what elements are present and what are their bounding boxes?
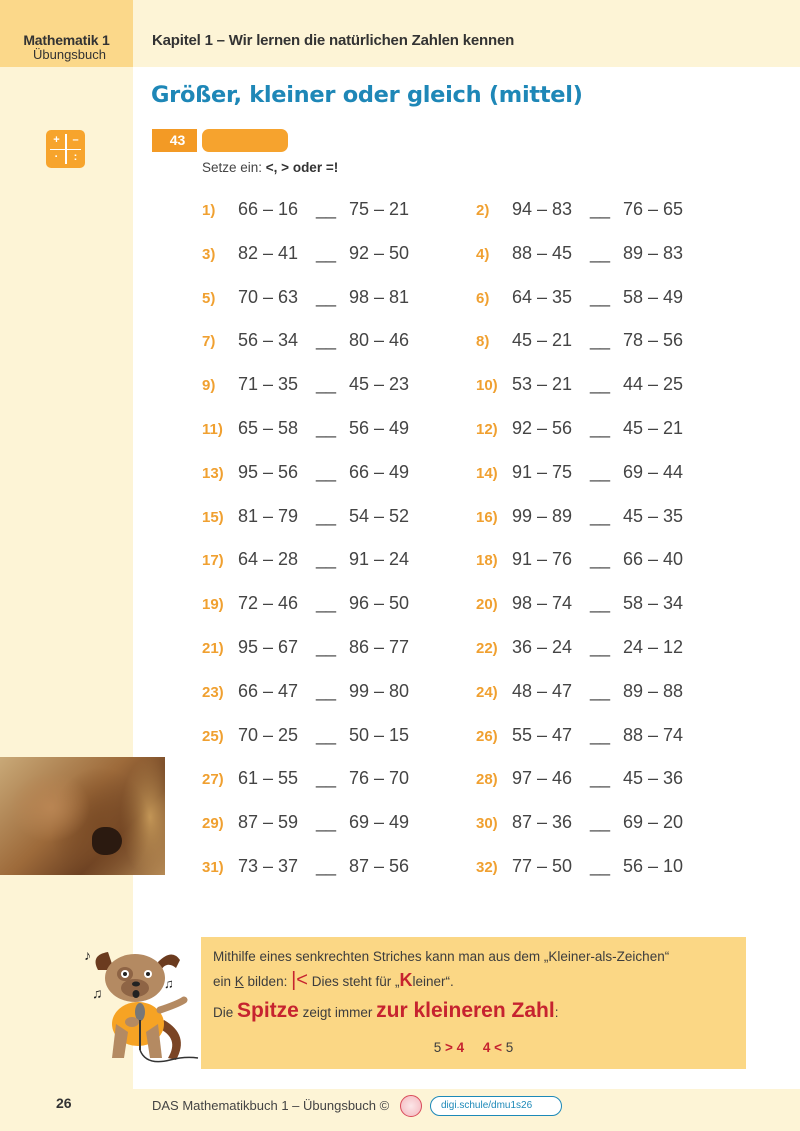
book-title: Mathematik 1 <box>23 32 110 48</box>
answer-blank[interactable]: __ <box>316 199 337 219</box>
exercise-number: 6) <box>476 289 490 307</box>
exercise-right-term: 75 – 21 <box>349 199 410 219</box>
exercise-number: 15) <box>202 508 224 526</box>
answer-blank[interactable]: __ <box>316 856 337 876</box>
exercise-right-term: 76 – 70 <box>349 768 410 789</box>
divide-icon: : <box>73 151 78 163</box>
exercise-number: 19) <box>202 596 224 614</box>
exercise-left-term: 64 – 28 <box>238 549 299 570</box>
answer-blank[interactable]: __ <box>316 330 337 351</box>
exercise-left-term: 91 – 76 <box>512 549 573 570</box>
exercise-right-term: 89 – 83 <box>623 242 684 263</box>
exercise-right-term: 88 – 74 <box>623 724 684 745</box>
exercise-number: 27) <box>202 771 224 789</box>
answer-blank[interactable]: __ <box>316 374 337 395</box>
exercise-number: 28) <box>476 771 498 789</box>
exercise-left-term: 88 – 45 <box>512 242 573 263</box>
note-line-3: Die Spitze zeigt immer zur kleineren Zahl: <box>213 999 559 1022</box>
exercise-right-term: 24 – 12 <box>623 637 684 657</box>
note-examples: 5 > 4 4 < 5 <box>433 1040 514 1055</box>
exercise-left-term: 55 – 47 <box>512 724 573 745</box>
publisher-logo-icon <box>400 1095 422 1117</box>
exercise-number: 7) <box>202 333 216 351</box>
answer-blank[interactable]: __ <box>590 374 611 395</box>
exercise-right-term: 58 – 34 <box>623 593 684 614</box>
exercise-left-term: 65 – 58 <box>238 418 299 438</box>
answer-blank[interactable]: __ <box>590 199 611 219</box>
svg-text:♫: ♫ <box>164 976 174 991</box>
exercise-left-term: 45 – 21 <box>512 330 573 351</box>
exercise-number: 31) <box>202 859 224 876</box>
answer-blank[interactable]: __ <box>316 505 337 526</box>
exercise-right-term: 87 – 56 <box>349 856 410 876</box>
exercise-left-term: 81 – 79 <box>238 505 299 526</box>
answer-blank[interactable]: __ <box>590 461 611 482</box>
answer-blank[interactable]: __ <box>316 549 337 570</box>
exercise-left-term: 98 – 74 <box>512 593 573 614</box>
answer-blank[interactable]: __ <box>316 242 337 263</box>
exercise-number: 16) <box>476 508 498 526</box>
answer-blank[interactable]: __ <box>590 680 611 701</box>
answer-blank[interactable]: __ <box>590 856 611 876</box>
exercise-number: 9) <box>202 377 216 395</box>
task-number: 43 <box>152 129 197 152</box>
book-subtitle: Übungsbuch <box>33 47 106 62</box>
exercise-number: 20) <box>476 596 498 614</box>
info-note-box <box>201 937 746 1069</box>
exercise-right-term: 99 – 80 <box>349 680 410 701</box>
exercise-number: 23) <box>202 683 224 701</box>
answer-blank[interactable]: __ <box>316 724 337 745</box>
exercise-number: 18) <box>476 552 498 570</box>
page-number: 26 <box>56 1095 72 1111</box>
exercise-right-term: 45 – 36 <box>623 768 684 789</box>
svg-text:♫: ♫ <box>92 985 103 1001</box>
exercise-left-term: 64 – 35 <box>512 286 573 307</box>
exercise-right-term: 69 – 44 <box>623 461 684 482</box>
minus-icon: – <box>72 134 79 146</box>
exercise-number: 3) <box>202 245 216 263</box>
exercise-number: 4) <box>476 245 490 263</box>
exercise-left-term: 48 – 47 <box>512 680 573 701</box>
exercise-right-term: 98 – 81 <box>349 286 410 307</box>
book-tag <box>0 0 133 67</box>
exercise-left-term: 66 – 47 <box>238 680 299 701</box>
answer-blank[interactable]: __ <box>590 286 611 307</box>
answer-blank[interactable]: __ <box>590 637 611 657</box>
digi-schule-link[interactable]: digi.schule/dmu1s26 <box>430 1096 562 1116</box>
answer-blank[interactable]: __ <box>590 724 611 745</box>
task-difficulty-pill <box>202 129 288 152</box>
exercise-left-term: 97 – 46 <box>512 768 573 789</box>
answer-blank[interactable]: __ <box>316 637 337 657</box>
exercise-right-term: 89 – 88 <box>623 680 684 701</box>
answer-blank[interactable]: __ <box>316 812 337 833</box>
exercise-number: 10) <box>476 377 498 395</box>
answer-blank[interactable]: __ <box>316 286 337 307</box>
exercise-right-term: 91 – 24 <box>349 549 410 570</box>
exercise-right-term: 78 – 56 <box>623 330 684 351</box>
exercise-number: 1) <box>202 202 216 219</box>
exercise-left-term: 61 – 55 <box>238 768 299 789</box>
answer-blank[interactable]: __ <box>316 593 337 614</box>
exercise-number: 26) <box>476 727 498 745</box>
plus-icon: + <box>53 134 60 146</box>
answer-blank[interactable]: __ <box>316 418 337 438</box>
exercise-right-term: 86 – 77 <box>349 637 410 657</box>
exercise-number: 11) <box>202 421 223 438</box>
exercise-left-term: 94 – 83 <box>512 199 573 219</box>
answer-blank[interactable]: __ <box>590 812 611 833</box>
exercise-number: 25) <box>202 727 224 745</box>
footer-copyright: DAS Mathematikbuch 1 – Übungsbuch © <box>152 1098 390 1113</box>
exercise-number: 13) <box>202 464 224 482</box>
exercise-number: 22) <box>476 640 498 657</box>
exercise-left-term: 70 – 63 <box>238 286 299 307</box>
note-line-2: ein K bilden: |< Dies steht für „Kleiner“. <box>213 969 454 991</box>
k-symbol: |< <box>291 969 308 991</box>
arithmetic-operations-icon <box>46 130 85 168</box>
exercise-left-term: 66 – 16 <box>238 199 299 219</box>
exercise-right-term: 69 – 20 <box>623 812 684 833</box>
task-instruction: Setze ein: <, > oder =! <box>202 160 339 175</box>
exercise-left-term: 36 – 24 <box>512 637 573 657</box>
exercise-right-term: 44 – 25 <box>623 374 684 395</box>
answer-blank[interactable]: __ <box>590 505 611 526</box>
note-line-1: Mithilfe eines senkrechten Striches kann man aus dem „Kleiner-als-Zeichen“ <box>213 949 670 964</box>
exercise-number: 21) <box>202 640 224 657</box>
answer-blank[interactable]: __ <box>316 461 337 482</box>
exercise-left-term: 87 – 59 <box>238 812 299 833</box>
answer-blank[interactable]: __ <box>590 418 611 438</box>
answer-blank[interactable]: __ <box>316 680 337 701</box>
exercise-right-term: 96 – 50 <box>349 593 410 614</box>
exercise-number: 12) <box>476 421 498 438</box>
singing-dog-mascot <box>80 940 200 1075</box>
exercise-number: 24) <box>476 683 498 701</box>
answer-blank[interactable]: __ <box>590 330 611 351</box>
exercise-number: 8) <box>476 333 490 351</box>
exercise-right-term: 66 – 40 <box>623 549 684 570</box>
exercise-number: 5) <box>202 289 216 307</box>
lion-photo <box>0 757 165 875</box>
exercise-left-term: 82 – 41 <box>238 242 299 263</box>
answer-blank[interactable]: __ <box>316 768 337 789</box>
exercise-left-term: 87 – 36 <box>512 812 573 833</box>
chapter-heading: Kapitel 1 – Wir lernen die natürlichen Zahlen kennen <box>152 32 515 49</box>
exercise-right-term: 56 – 49 <box>349 418 410 438</box>
exercise-right-term: 45 – 23 <box>349 374 410 395</box>
exercise-left-term: 92 – 56 <box>512 418 573 438</box>
exercise-right-term: 80 – 46 <box>349 330 410 351</box>
exercise-right-term: 56 – 10 <box>623 856 684 876</box>
exercise-number: 29) <box>202 815 224 833</box>
exercise-left-term: 72 – 46 <box>238 593 299 614</box>
exercise-left-term: 99 – 89 <box>512 505 573 526</box>
exercise-left-term: 73 – 37 <box>238 856 299 876</box>
exercise-right-term: 69 – 49 <box>349 812 410 833</box>
exercise-number: 32) <box>476 859 498 876</box>
exercise-left-term: 77 – 50 <box>512 856 573 876</box>
answer-blank[interactable]: __ <box>590 242 611 263</box>
page-title: Größer, kleiner oder gleich (mittel) <box>151 82 583 108</box>
exercise-left-term: 70 – 25 <box>238 724 299 745</box>
answer-blank[interactable]: __ <box>590 593 611 614</box>
exercise-right-term: 66 – 49 <box>349 461 410 482</box>
exercise-number: 30) <box>476 815 498 833</box>
svg-text:♪: ♪ <box>84 947 91 963</box>
exercise-right-term: 54 – 52 <box>349 505 410 526</box>
exercise-left-term: 95 – 56 <box>238 461 299 482</box>
exercise-right-term: 45 – 35 <box>623 505 684 526</box>
exercise-left-term: 56 – 34 <box>238 330 299 351</box>
exercise-right-term: 45 – 21 <box>623 418 684 438</box>
answer-blank[interactable]: __ <box>590 768 611 789</box>
exercise-right-term: 50 – 15 <box>349 724 410 745</box>
exercise-left-term: 53 – 21 <box>512 374 573 395</box>
exercise-number: 14) <box>476 464 498 482</box>
exercise-right-term: 58 – 49 <box>623 286 684 307</box>
exercise-number: 17) <box>202 552 224 570</box>
exercise-right-term: 76 – 65 <box>623 199 684 219</box>
answer-blank[interactable]: __ <box>590 549 611 570</box>
exercise-left-term: 91 – 75 <box>512 461 573 482</box>
exercise-left-term: 71 – 35 <box>238 374 299 395</box>
exercise-number: 2) <box>476 202 490 219</box>
exercise-right-term: 92 – 50 <box>349 242 410 263</box>
exercise-left-term: 95 – 67 <box>238 637 299 657</box>
multiply-icon: · <box>54 151 59 163</box>
